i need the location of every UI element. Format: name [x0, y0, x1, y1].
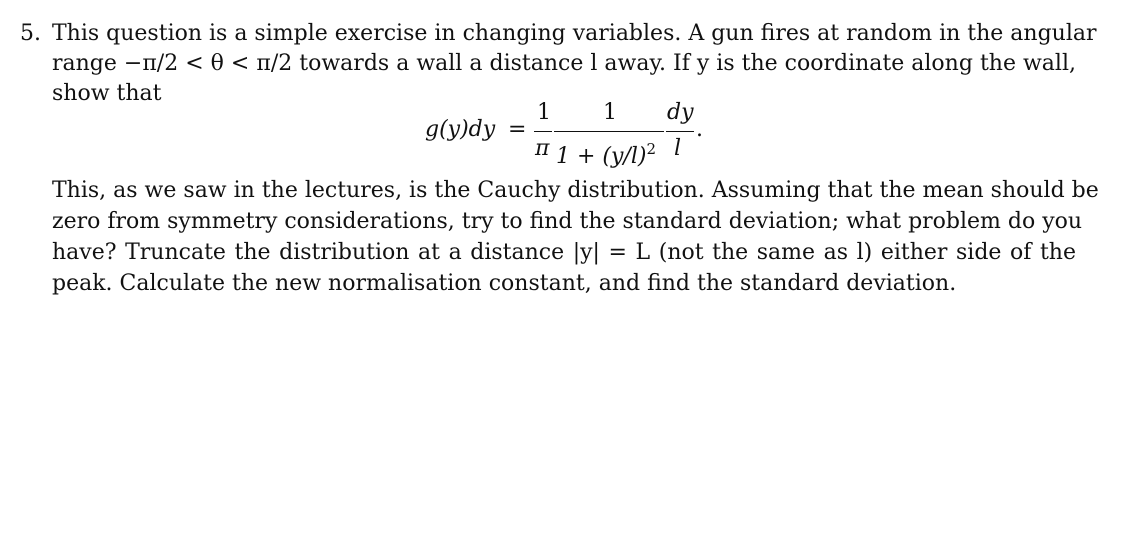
cauchy-equation — [0, 96, 1131, 169]
fraction-2-numerator: 1 — [603, 100, 617, 125]
fraction-3-bar — [666, 131, 694, 132]
fraction-1-numerator: 1 — [537, 100, 551, 125]
text-line-1: This question is a simple exercise in changing variables. A gun fires at random in the angular — [52, 21, 1097, 46]
equation-equals: = — [508, 117, 527, 142]
fraction-3-denominator: l — [674, 136, 682, 161]
equation-lhs: g(y)dy — [425, 117, 496, 142]
text-line-7: peak. Calculate the new normalisation constant, and find the standard deviation. — [52, 271, 957, 296]
fraction-3-numerator: dy — [667, 100, 694, 125]
fraction-1-denominator: π — [535, 136, 550, 161]
text-line-4: This, as we saw in the lectures, is the Cauchy distribution. Assuming that the mean should be — [52, 178, 1099, 203]
equation-period: . — [696, 117, 703, 142]
text-line-6: have? Truncate the distribution at a distance |y| = L (not the same as l) either side of the — [52, 240, 1076, 265]
text-line-2: range −π/2 < θ < π/2 towards a wall a distance l away. If y is the coordinate along the wall, — [52, 51, 1076, 76]
text-line-3: show that — [52, 81, 162, 106]
fraction-1-bar — [534, 131, 552, 132]
question-number: 5. — [20, 21, 41, 46]
fraction-2-denominator-base: 1 + (y/l) — [556, 144, 647, 169]
fraction-2-denominator-exponent: 2 — [646, 140, 657, 158]
fraction-2-denominator — [556, 136, 656, 170]
text-line-5: zero from symmetry considerations, try to find the standard deviation; what problem do you — [52, 209, 1083, 234]
fraction-2-bar — [554, 131, 664, 132]
